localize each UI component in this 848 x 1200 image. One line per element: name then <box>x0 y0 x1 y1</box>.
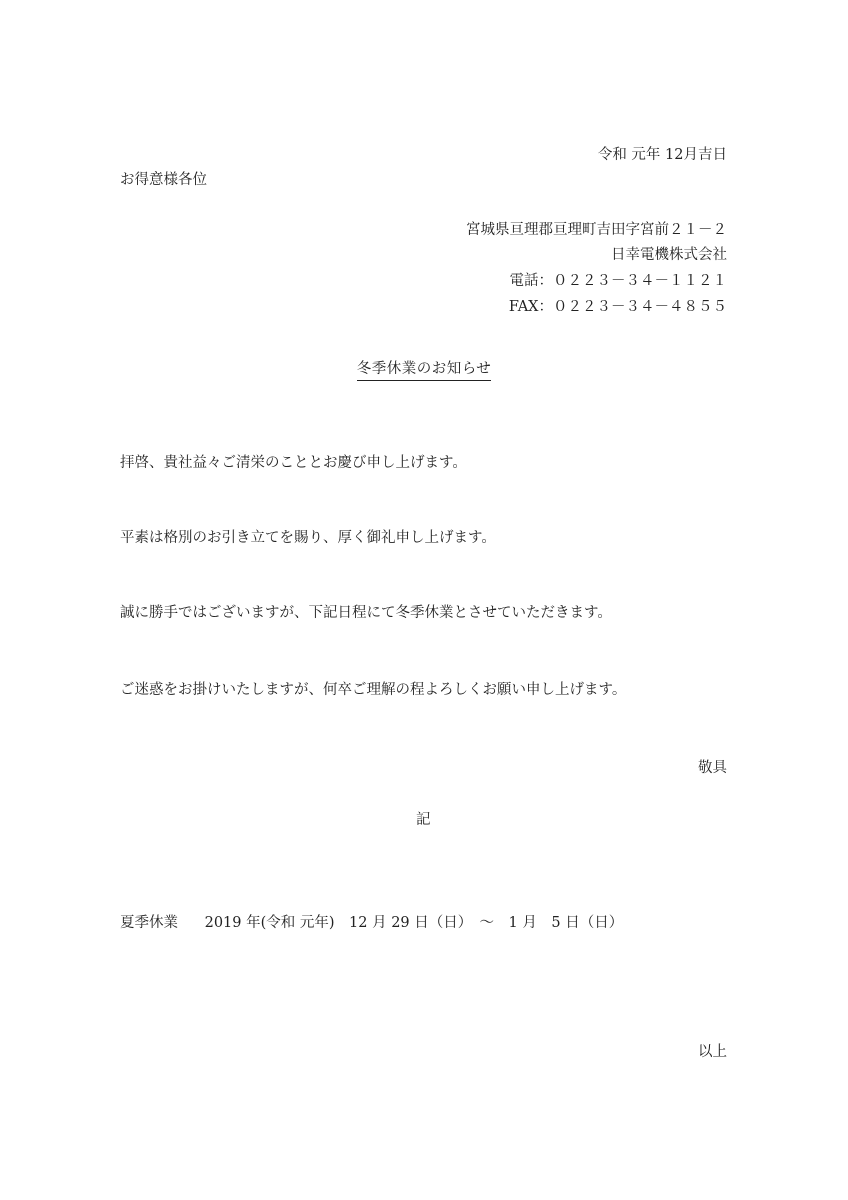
holiday-line <box>120 916 623 931</box>
document-title: 冬季休業のお知らせ <box>357 362 492 381</box>
ki-heading: 記 <box>416 812 431 828</box>
closing-keigu: 敬具 <box>698 760 727 776</box>
holiday-label: 夏季休業 <box>120 915 178 931</box>
holiday-period: 2019 年(令和 元年) 12 月 29 日（日） ～ 1 月 5 日（日） <box>204 915 624 931</box>
sender-phone: 電話：０２２３－３４－１１２１ <box>509 273 727 289</box>
sender-company: 日幸電機株式会社 <box>611 247 727 263</box>
paragraph-greeting: 拝啓、貴社益々ご清栄のこととお慶び申し上げます。 <box>120 455 467 471</box>
document-date: 令和 元年 12月吉日 <box>597 147 727 163</box>
sender-address: 宮城県亘理郡亘理町吉田字宮前２１－２ <box>466 222 727 238</box>
paragraph-thanks: 平素は格別のお引き立てを賜り、厚く御礼申し上げます。 <box>120 530 496 546</box>
document-title-wrap <box>0 362 848 381</box>
end-ijou: 以上 <box>698 1044 727 1060</box>
paragraph-apology: ご迷惑をお掛けいたしますが、何卒ご理解の程よろしくお願い申し上げます。 <box>120 682 627 698</box>
recipient: お得意様各位 <box>120 172 207 188</box>
sender-fax: FAX：０２２３－３４－４８５５ <box>508 299 727 315</box>
paragraph-notice: 誠に勝手ではございますが、下記日程にて冬季休業とさせていただきます。 <box>120 605 612 621</box>
